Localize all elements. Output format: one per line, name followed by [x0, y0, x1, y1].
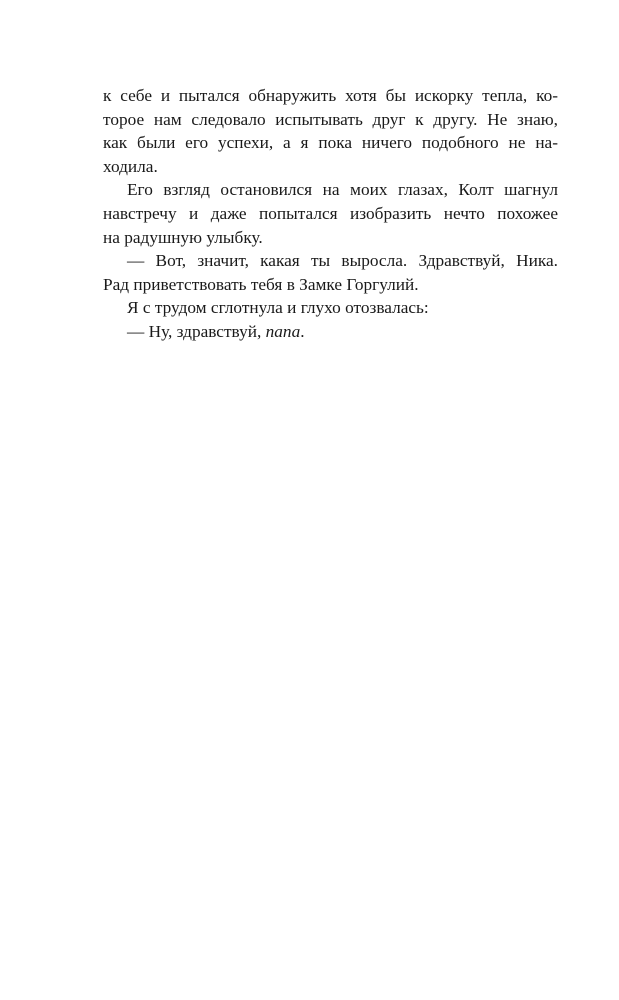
italic-word: папа — [265, 321, 301, 341]
dialogue-text: — Ну, здравствуй, — [127, 321, 262, 341]
paragraph-3 — [103, 249, 558, 296]
text-line: навстречу и даже попытался изобразить нечто похожее — [103, 203, 558, 223]
text-line: ходила. — [103, 156, 158, 176]
text-line: торое нам следовало испытывать друг к другу. Не знаю, — [103, 109, 558, 129]
text-line: Его взгляд остановился на моих глазах, Колт шагнул — [127, 180, 558, 200]
text-line: Я с трудом сглотнула и глухо отозвалась: — [127, 298, 429, 318]
paragraph-1 — [103, 84, 558, 178]
text-line: к себе и пытался обнаружить хотя бы искорку тепла, ко- — [103, 86, 558, 105]
text-line: как были его успехи, а я пока ничего подобного не на- — [103, 133, 558, 153]
paragraph-4 — [103, 296, 558, 320]
paragraph-5 — [103, 320, 558, 344]
dialogue-line — [103, 320, 558, 344]
paragraph-2 — [103, 178, 558, 249]
text-line: Рад приветствовать тебя в Замке Горгулий. — [103, 274, 419, 294]
punctuation: . — [300, 321, 305, 341]
text-line: на радушную улыбку. — [103, 227, 263, 247]
dialogue-line: — Вот, значит, какая ты выросла. Здравствуй, Ника. — [127, 251, 558, 271]
book-page — [103, 84, 558, 344]
